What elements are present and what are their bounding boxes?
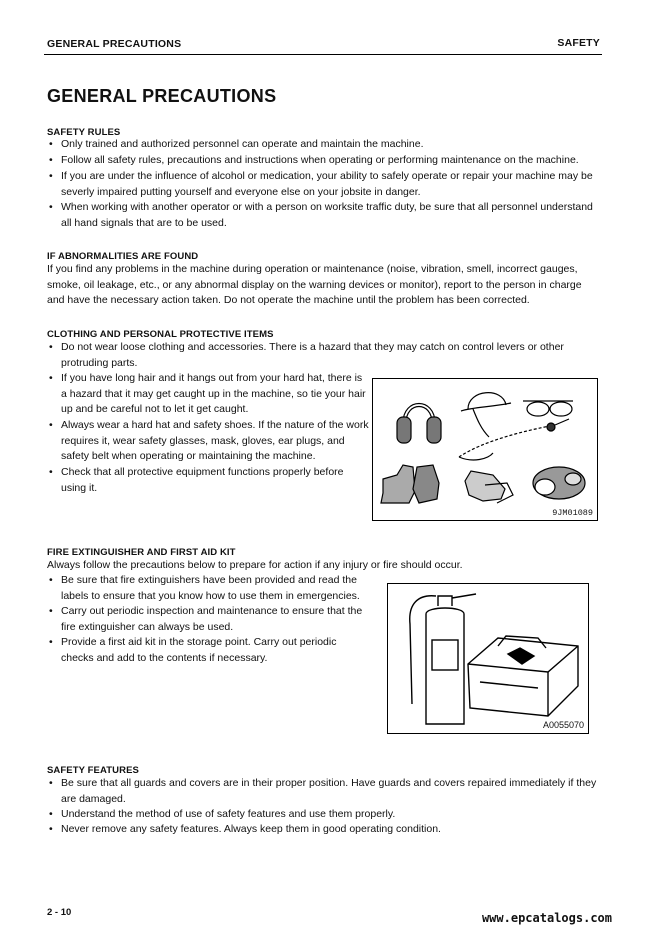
list-item: • Check that all protective equipment functions properly before using it. [49, 466, 344, 494]
earmuffs-icon [397, 404, 441, 444]
page-number: 2 - 10 [47, 907, 72, 918]
bullet-icon: • [49, 372, 53, 384]
page-title: GENERAL PRECAUTIONS [47, 86, 277, 106]
list-item: • Be sure that all guards and covers are in their proper position. Have guards and covers repaired immediately if they are damaged. [49, 777, 597, 805]
list-item: • Only trained and authorized personnel can operate and maintain the machine. [49, 137, 602, 153]
bullet-icon: • [49, 808, 53, 820]
safety-shoes-icon [381, 465, 439, 503]
bullet-icon: • [49, 419, 53, 431]
bullet-icon: • [49, 605, 53, 617]
fire-intro: Always follow the precautions below to prepare for action if any injury or fire should occur. [47, 559, 463, 571]
gloves-icon [465, 471, 513, 503]
running-header-left: GENERAL PRECAUTIONS [47, 38, 182, 50]
bullet-icon: • [49, 201, 53, 213]
list-item: • If you have long hair and it hangs out from your hard hat, there is a hazard that it may get caught up in the machine, so tie your hair up and be careful not to let it get caught. [49, 372, 366, 415]
first-aid-kit-icon [468, 636, 578, 716]
fire-illustration [388, 584, 588, 733]
list-item: • Never remove any safety features. Always keep them in good operating condition. [49, 822, 602, 838]
list-item: • Do not wear loose clothing and accessories. There is a hazard that they may catch on control levers or other protruding parts. [49, 341, 564, 369]
section-heading-features: SAFETY FEATURES [47, 765, 139, 776]
safety-belt-icon [459, 419, 569, 460]
section-heading-fire: FIRE EXTINGUISHER AND FIRST AID KIT [47, 547, 236, 558]
bullet-icon: • [49, 170, 53, 182]
abnormalities-paragraph: If you find any problems in the machine during operation or maintenance (noise, vibration, smell, incorrect gauges, smoke, oil leakage, etc., or any abnormal display on the warning devices or monitor), report to the person in charge and have the necessary action taken. Do not operate the machine until the problem has been corrected. [47, 263, 582, 306]
safety-glasses-icon [523, 401, 573, 416]
section-heading-abnormalities: IF ABNORMALITIES ARE FOUND [47, 251, 199, 262]
figure-label: A0055070 [542, 720, 584, 730]
section-heading-safety-rules: SAFETY RULES [47, 127, 121, 138]
figure-label: 9JM01089 [552, 508, 593, 518]
fire-extinguisher-icon [410, 594, 476, 724]
bullet-icon: • [49, 777, 53, 789]
ppe-figure [372, 378, 598, 521]
list-item: • Carry out periodic inspection and maintenance to ensure that the fire extinguisher can always be used. [49, 605, 363, 633]
bullet-icon: • [49, 823, 53, 835]
bullet-icon: • [49, 341, 53, 353]
list-item: • Provide a first aid kit in the storage point. Carry out periodic checks and add to the contents if necessary. [49, 636, 337, 664]
bullet-icon: • [49, 466, 53, 478]
list-item: • When working with another operator or with a person on worksite traffic duty, be sure that all personnel understand all hand signals that are to be used. [49, 201, 593, 229]
running-header-right: SAFETY [557, 37, 600, 49]
website-watermark: www.epcatalogs.com [481, 911, 612, 925]
bullet-icon: • [49, 154, 53, 166]
mask-icon [533, 467, 585, 499]
header-rule [44, 54, 602, 55]
section-heading-clothing: CLOTHING AND PERSONAL PROTECTIVE ITEMS [47, 329, 274, 340]
ppe-illustration [373, 379, 597, 520]
list-item: • Follow all safety rules, precautions and instructions when operating or performing maintenance on the machine. [49, 153, 602, 169]
list-item: • Understand the method of use of safety features and use them properly. [49, 807, 602, 823]
list-item: • If you are under the influence of alcohol or medication, your ability to safely operate or repair your machine may be severly impaired putting yourself and everyone else on your jobsite in danger. [49, 170, 593, 198]
bullet-icon: • [49, 138, 53, 150]
bullet-icon: • [49, 574, 53, 586]
bullet-icon: • [49, 636, 53, 648]
list-item: • Be sure that fire extinguishers have been provided and read the labels to ensure that you know how to use them in emergencies. [49, 574, 360, 602]
list-item: • Always wear a hard hat and safety shoes. If the nature of the work requires it, wear safety glasses, mask, gloves, ear plugs, and safety belt when operating or maintaining the machine. [49, 419, 369, 462]
fire-figure [387, 583, 589, 734]
hard-hat-icon [461, 393, 511, 437]
